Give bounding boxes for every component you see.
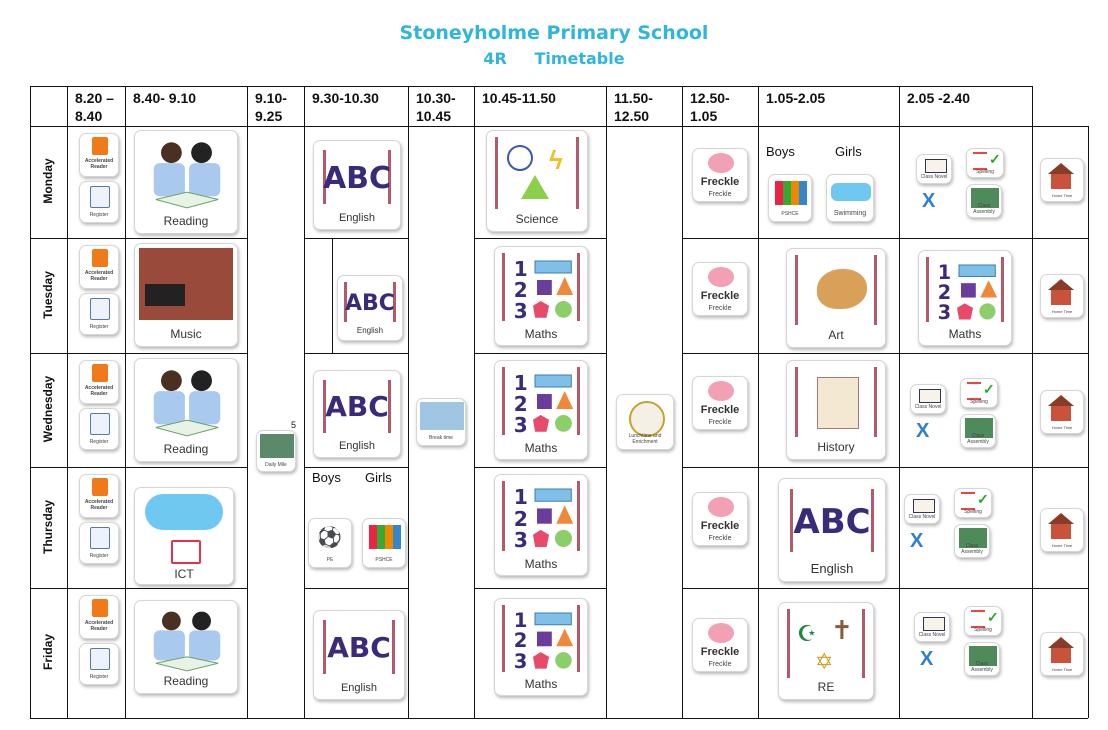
grid-line — [304, 467, 408, 468]
home-time-card — [1040, 508, 1084, 552]
register-card — [79, 181, 119, 223]
playground-photo — [420, 402, 464, 430]
water-icon — [831, 183, 871, 201]
class-assembly-label: Class Assembly — [973, 203, 995, 215]
english-card — [313, 610, 405, 700]
daily-mile-number: 5 — [291, 420, 297, 430]
book-icon — [919, 389, 941, 403]
maths-label: Maths — [524, 677, 558, 691]
daily-mile-label: Daily Mile — [265, 462, 287, 468]
daily-mile-photo — [260, 434, 294, 458]
accelerated-reader-card — [79, 360, 119, 404]
history-label: History — [817, 440, 855, 454]
register-label: Register — [89, 553, 109, 559]
grid-line — [682, 353, 1088, 354]
class-assembly-label: Class Assembly — [961, 543, 983, 555]
class-assembly-label: Class Assembly — [971, 661, 993, 673]
class-assembly-card — [964, 642, 1000, 676]
class-novel-label: Class Novel — [918, 632, 946, 638]
tick-icon: ✓ — [983, 381, 995, 397]
time-header: 9.30-10.30 — [312, 90, 379, 106]
reading-card — [134, 130, 238, 234]
crescent-icon: ☪ — [797, 621, 817, 646]
freckle-sub: Freckle — [708, 661, 732, 668]
school-title: Stoneyholme Primary School — [399, 22, 709, 44]
grid-line — [474, 86, 475, 718]
grid-line — [899, 86, 900, 718]
grid-line — [1088, 126, 1089, 718]
register-card — [79, 408, 119, 450]
grid-line — [474, 467, 606, 468]
house-icon — [1051, 647, 1071, 663]
pshce-label: PSHCE — [781, 211, 799, 217]
tick-icon: ✓ — [989, 151, 1001, 167]
class-novel-label: Class Novel — [908, 514, 936, 520]
class-novel-label: Class Novel — [914, 404, 942, 410]
science-label: Science — [515, 212, 559, 226]
maths-numbers: 1 2 3 — [937, 260, 952, 324]
book-icon — [913, 499, 935, 513]
book-icon — [925, 159, 947, 173]
pig-icon — [708, 153, 734, 173]
freckle-sub: Freckle — [708, 535, 732, 542]
pe-card — [308, 518, 352, 568]
english-card — [313, 140, 401, 230]
day-label-friday: Friday — [41, 634, 55, 671]
class-assembly-card — [960, 414, 996, 448]
ar-text: Accelerated Reader — [84, 385, 114, 397]
scroll-icon — [817, 377, 859, 429]
english-card — [337, 275, 403, 341]
house-icon — [1051, 173, 1071, 189]
spelling-label: Spelling — [976, 169, 994, 175]
freckle-card — [692, 376, 748, 430]
accelerated-reader-card — [79, 595, 119, 639]
pe-label: PE — [326, 557, 334, 563]
english-label: English — [810, 561, 854, 576]
spelling-lines-icon — [973, 152, 987, 170]
home-time-card — [1040, 158, 1084, 202]
maths-shapes-icon — [533, 259, 575, 319]
lunch-label: Lunchtime and Enrichment — [628, 433, 662, 445]
grid-line — [304, 86, 305, 718]
home-label: Home Time — [1051, 543, 1073, 548]
clipboard-icon — [90, 648, 110, 670]
monitor-icon — [171, 540, 201, 564]
time-header: 8.40- 9.10 — [133, 90, 197, 106]
day-label-thursday: Thursday — [41, 499, 55, 554]
maths-numbers: 1 2 3 — [513, 608, 528, 673]
house-icon — [1051, 523, 1071, 539]
cloud-icon — [145, 494, 223, 530]
home-label: Home Time — [1051, 193, 1073, 198]
boys-label-pe: Boys — [312, 470, 341, 485]
freckle-card — [692, 492, 748, 546]
day-label-tuesday: Tuesday — [41, 270, 55, 319]
maths-card — [918, 250, 1012, 346]
spelling-lines-icon — [961, 492, 975, 510]
grid-line — [304, 588, 408, 589]
time-header: 10.45-11.50 — [482, 90, 556, 106]
english-card — [313, 370, 401, 458]
roof-icon — [1048, 637, 1074, 648]
grid-line — [474, 238, 606, 239]
keyboard-icon — [145, 284, 185, 306]
class-novel-card — [914, 612, 950, 642]
ict-card — [134, 487, 234, 585]
freckle-title: Freckle — [700, 176, 740, 188]
swimming-card — [826, 174, 874, 222]
spelling-card — [964, 606, 1002, 636]
english-label: English — [338, 212, 376, 224]
freckle-card — [692, 262, 748, 316]
grid-line — [67, 86, 68, 718]
freckle-sub: Freckle — [708, 305, 732, 312]
history-card — [786, 360, 886, 460]
cross-icon: X — [922, 190, 936, 212]
maths-shapes-icon — [533, 487, 575, 548]
ar-text: Accelerated Reader — [84, 158, 114, 170]
spelling-lines-icon — [971, 610, 985, 628]
register-card — [79, 522, 119, 564]
maths-card — [494, 598, 588, 696]
book-icon — [923, 617, 945, 631]
pig-icon — [708, 381, 734, 401]
freckle-card — [692, 618, 748, 672]
house-icon — [1051, 405, 1071, 421]
tick-icon: ✓ — [987, 609, 999, 625]
flask-icon — [521, 175, 549, 199]
spelling-label: Spelling — [970, 399, 988, 405]
home-label: Home Time — [1051, 309, 1073, 314]
people-icon — [775, 181, 807, 205]
freckle-sub: Freckle — [708, 191, 732, 198]
break-time-card — [416, 398, 466, 446]
reading-children-icon — [135, 605, 238, 677]
plate-icon — [629, 401, 665, 437]
grid-line — [606, 86, 607, 718]
ict-label: ICT — [174, 567, 194, 581]
accelerated-reader-card — [79, 245, 119, 289]
star-of-david-icon: ✡ — [815, 649, 834, 674]
pshce-label: PSHCE — [375, 557, 393, 563]
pig-icon — [708, 623, 734, 643]
accelerated-reader-card — [79, 474, 119, 518]
cross-icon: X — [910, 530, 924, 552]
home-label: Home Time — [1051, 667, 1073, 672]
people-icon — [369, 525, 401, 549]
pig-icon — [708, 497, 734, 517]
girls-label-swimming: Girls — [835, 144, 862, 159]
reading-label: Reading — [163, 214, 209, 228]
grid-line — [247, 86, 248, 718]
class-assembly-card — [954, 524, 990, 558]
grid-line — [304, 238, 408, 239]
accelerated-reader-icon — [92, 137, 108, 155]
time-header: 1.05-2.05 — [766, 90, 826, 106]
accelerated-reader-card — [79, 133, 119, 177]
spelling-label: Spelling — [974, 627, 992, 633]
roof-icon — [1048, 163, 1074, 174]
grid-line — [682, 86, 683, 718]
clipboard-icon — [90, 527, 110, 549]
reading-children-icon — [135, 363, 238, 445]
abc-text: ABC — [345, 290, 395, 316]
day-label-monday: Monday — [41, 158, 55, 204]
abc-text: ABC — [325, 390, 389, 424]
maths-numbers: 1 2 3 — [513, 371, 528, 437]
grid-line — [474, 588, 606, 589]
time-header: 11.50- 12.50 — [614, 90, 653, 124]
maths-card — [494, 360, 588, 460]
maths-shapes-icon — [533, 373, 575, 433]
freckle-title: Freckle — [700, 520, 740, 532]
lunch-card — [616, 394, 674, 450]
time-header: 12.50- 1.05 — [690, 90, 730, 124]
cross-icon: X — [920, 648, 934, 670]
register-card — [79, 643, 119, 685]
boys-label-pshce: Boys — [766, 144, 795, 159]
timetable-subtitle: 4R Timetable — [483, 49, 625, 68]
spelling-card — [954, 488, 992, 518]
re-card — [778, 602, 874, 700]
cross-icon: X — [916, 420, 930, 442]
grid-line — [758, 86, 759, 718]
day-label-wednesday: Wednesday — [41, 375, 55, 443]
maths-numbers: 1 2 3 — [513, 485, 528, 553]
grid-line — [30, 588, 247, 589]
home-time-card — [1040, 274, 1084, 318]
reading-label: Reading — [163, 442, 209, 456]
swimming-label: Swimming — [833, 210, 867, 217]
pig-icon — [708, 267, 734, 287]
grid-line — [332, 238, 333, 353]
abc-text: ABC — [322, 160, 392, 196]
reading-card — [134, 600, 238, 694]
daily-mile-card — [256, 430, 296, 472]
class-novel-card — [910, 384, 946, 414]
class-assembly-label: Class Assembly — [967, 433, 989, 445]
home-time-card — [1040, 632, 1084, 676]
grid-line — [30, 126, 1088, 127]
time-header: 9.10- 9.25 — [255, 90, 287, 124]
maths-numbers: 1 2 3 — [513, 257, 528, 323]
accelerated-reader-icon — [92, 249, 108, 267]
reading-children-icon — [135, 135, 238, 217]
break-time-label: Break time — [429, 435, 453, 441]
music-label: Music — [170, 327, 202, 341]
re-label: RE — [817, 680, 835, 694]
time-header: 2.05 -2.40 — [907, 90, 971, 106]
clipboard-icon — [90, 186, 110, 208]
roof-icon — [1048, 513, 1074, 524]
register-label: Register — [89, 212, 109, 218]
grid-line — [682, 238, 1088, 239]
class-novel-card — [904, 494, 940, 524]
maths-label: Maths — [524, 441, 558, 455]
grid-line — [125, 86, 126, 718]
atom-icon — [507, 145, 533, 171]
grid-line — [30, 86, 1033, 87]
maths-card — [494, 474, 588, 576]
pshce-card — [362, 518, 406, 568]
grid-line — [304, 353, 408, 354]
freckle-title: Freckle — [700, 646, 740, 658]
grid-line — [30, 718, 1088, 719]
register-label: Register — [89, 674, 109, 680]
pshce-card — [768, 174, 812, 222]
spelling-card — [960, 378, 998, 408]
spelling-lines-icon — [967, 382, 981, 400]
ar-text: Accelerated Reader — [84, 499, 114, 511]
freckle-card — [692, 148, 748, 202]
grid-line — [30, 467, 247, 468]
abc-text: ABC — [793, 501, 871, 542]
grid-line — [30, 86, 31, 718]
girls-label-pshce: Girls — [365, 470, 392, 485]
grid-line — [1032, 86, 1033, 718]
accelerated-reader-icon — [92, 364, 108, 382]
home-label: Home Time — [1051, 425, 1073, 430]
house-icon — [1051, 289, 1071, 305]
ball-icon: ⚽ — [317, 527, 342, 549]
freckle-title: Freckle — [700, 290, 740, 302]
art-card — [786, 248, 886, 348]
science-card — [486, 130, 588, 232]
roof-icon — [1048, 395, 1074, 406]
maths-label: Maths — [524, 327, 558, 341]
palette-icon — [817, 269, 867, 309]
maths-label: Maths — [524, 557, 558, 571]
class-novel-label: Class Novel — [920, 174, 948, 180]
roof-icon — [1048, 279, 1074, 290]
reading-label: Reading — [163, 674, 209, 688]
accelerated-reader-icon — [92, 478, 108, 496]
grid-line — [30, 353, 247, 354]
english-label: English — [340, 682, 378, 694]
lightning-icon: ϟ — [549, 145, 563, 175]
grid-line — [682, 467, 1088, 468]
grid-line — [474, 353, 606, 354]
register-label: Register — [89, 324, 109, 330]
grid-line — [30, 238, 247, 239]
cross-faith-icon: ✝ — [831, 615, 853, 645]
maths-label: Maths — [948, 327, 982, 341]
music-card — [134, 243, 238, 347]
accelerated-reader-icon — [92, 599, 108, 617]
freckle-sub: Freckle — [708, 419, 732, 426]
clipboard-icon — [90, 413, 110, 435]
art-label: Art — [828, 328, 844, 342]
freckle-title: Freckle — [700, 404, 740, 416]
register-card — [79, 293, 119, 335]
maths-card — [494, 246, 588, 346]
english-card — [778, 478, 886, 582]
ar-text: Accelerated Reader — [84, 270, 114, 282]
register-label: Register — [89, 439, 109, 445]
abc-text: ABC — [327, 630, 391, 664]
spelling-label: Spelling — [964, 509, 982, 515]
ar-text: Accelerated Reader — [84, 620, 114, 632]
home-time-card — [1040, 390, 1084, 434]
maths-shapes-icon — [957, 263, 999, 321]
time-header: 8.20 – 8.40 — [75, 90, 114, 124]
grid-line — [682, 588, 1088, 589]
english-label: English — [356, 326, 384, 335]
clipboard-icon — [90, 298, 110, 320]
class-novel-card — [916, 154, 952, 184]
maths-shapes-icon — [533, 611, 575, 670]
tick-icon: ✓ — [977, 491, 989, 507]
class-assembly-card — [966, 184, 1002, 218]
english-label: English — [338, 440, 376, 452]
reading-card — [134, 358, 238, 462]
grid-line — [408, 86, 409, 718]
spelling-card — [966, 148, 1004, 178]
time-header: 10.30- 10.45 — [416, 90, 456, 124]
